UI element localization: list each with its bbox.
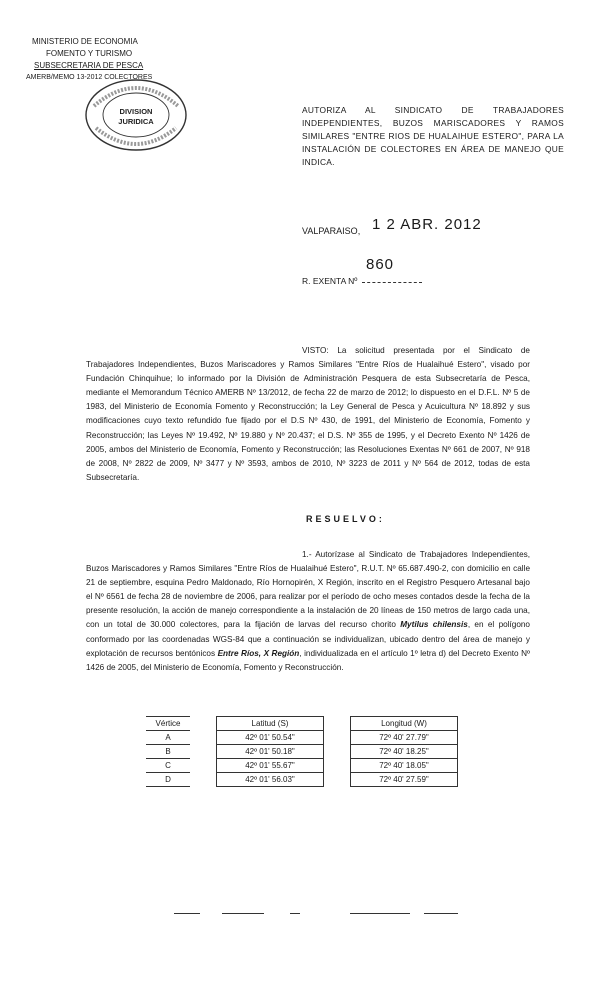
- table-row: [146, 759, 458, 773]
- stamp-line1: DIVISION: [119, 107, 153, 116]
- memo-reference: AMERB/MEMO 13-2012 COLECTORES: [26, 74, 153, 81]
- place-label: VALPARAISO,: [302, 226, 361, 236]
- article-1-paragraph: [86, 548, 530, 675]
- latitude-cell: 42º 01' 55.67": [217, 759, 324, 773]
- header-latitude: Latitud (S): [217, 717, 324, 731]
- article-1-text-b: , en el polígono conformado por las coordenadas WGS-84 que a continuación se individualizan, ubicado dentro del área de manejo y explotación de recursos bentónicos: [86, 620, 530, 658]
- resolution-subject: AUTORIZA AL SINDICATO DE TRABAJADORES INDEPENDIENTES, BUZOS MARISCADORES Y RAMOS SIMILARES "ENTRE RIOS DE HUALAIHUE ESTERO", PARA LA INSTALACIÓN DE COLECTORES EN ÁREA DE MANEJO QUE INDICA.: [302, 105, 564, 167]
- table-row: [146, 731, 458, 745]
- latitude-cell: 42º 01' 56.03": [217, 773, 324, 787]
- table-row: [146, 773, 458, 787]
- footer-line: [174, 912, 200, 914]
- vertex-cell: D: [146, 773, 190, 787]
- number-line: [362, 282, 422, 283]
- footer-line: [222, 912, 264, 914]
- footer-line: [350, 912, 410, 914]
- ministry-subtitle: FOMENTO Y TURISMO: [46, 49, 133, 58]
- longitude-cell: 72º 40' 27.79": [351, 731, 458, 745]
- stamp-line2: JURIDICA: [118, 117, 154, 126]
- species-name: Mytilus chilensis: [400, 620, 468, 630]
- latitude-cell: 42º 01' 50.54": [217, 731, 324, 745]
- resolution-date: 1 2 ABR. 2012: [372, 216, 482, 233]
- longitude-cell: 72º 40' 27.59": [351, 773, 458, 787]
- vertex-cell: A: [146, 731, 190, 745]
- vertex-cell: B: [146, 745, 190, 759]
- resuelvo-heading: RESUELVO:: [306, 514, 385, 524]
- ministry-name: MINISTERIO DE ECONOMIA: [32, 37, 138, 46]
- header-longitude: Longitud (W): [351, 717, 458, 731]
- table-row: [146, 745, 458, 759]
- exenta-label: R. EXENTA Nº: [302, 276, 358, 286]
- header-vertex: Vértice: [146, 717, 190, 731]
- resolution-number: 860: [366, 256, 395, 273]
- article-1-text-c: , individualizada en el artículo 1º letra d) del Decreto Exento Nº 1426 de 2005, del Ministerio de Economía, Fomento y Reconstrucción.: [86, 648, 531, 672]
- visto-paragraph: VISTO: La solicitud presentada por el Sindicato de Trabajadores Independientes, Buzos Mariscadores y Ramos Similares "Entre Ríos de Hualaihué Estero", visado por Fundación Chinquihue; lo informado por la División de Administración Pesquera de esta Subsecretaría de Pesca, mediante el Memorandum Técnico AMERB Nº 13/2012, de fecha 22 de marzo de 2012; lo dispuesto en el D.F.L. Nº 5 de 1983, del Ministerio de Economía Fomento y Reconstrucción; la Ley General de Pesca y Acuicultura Nº 18.892 y sus modificaciones cuyo texto refundido fue fijado por el D.S Nº 430, de 1991, del Ministerio de Economía, Fomento y Reconstrucción; las Leyes Nº 19.492, Nº 19.880 y Nº 20.437; el D.S. Nº 355 de 1995, y el Decreto Exento Nº 1426 de 2005, ambos del Ministerio de Economía, Fomento y Reconstrucción; las Resoluciones Exentas Nº 661 de 2007, Nº 918 de 2008, Nº 2822 de 2009, Nº 3477 y Nº 3593, ambos de 2010, Nº 3223 de 2011 y Nº 564 de 2012, todas de esta Subsecretaría.: [86, 346, 530, 482]
- longitude-cell: 72º 40' 18.05": [351, 759, 458, 773]
- longitude-cell: 72º 40' 18.25": [351, 745, 458, 759]
- footer-line: [424, 912, 458, 914]
- coordinates-table: [146, 716, 458, 787]
- division-juridica-stamp: [80, 76, 192, 154]
- footer-line: [290, 912, 300, 914]
- vertex-cell: C: [146, 759, 190, 773]
- area-name: Entre Ríos, X Región: [217, 648, 300, 658]
- article-1-text-a: 1.- Autorízase al Sindicato de Trabajadores Independientes, Buzos Mariscadores y Ramos Similares "Entre Ríos de Hualaihué Estero", R.U.T. Nº 65.687.490-2, con domicilio en calle 21 de septiembre, esquina Pedro Maldonado, Río Hornopirén, X Región, inscrito en el Registro Pesquero Artesanal bajo el Nº 6561 de fecha 28 de noviembre de 2006, para realizar por el período de ocho meses contados desde la fecha de la presente resolución, la acción de manejo correspondiente a la instalación de 20 líneas de 150 metros de largo cada una, con un total de 30.000 colectores, para la fijación de larvas del recurso chorito: [86, 550, 530, 630]
- undersecretariat: SUBSECRETARIA DE PESCA: [34, 61, 144, 70]
- table-header-row: [146, 717, 458, 731]
- latitude-cell: 42º 01' 50.18": [217, 745, 324, 759]
